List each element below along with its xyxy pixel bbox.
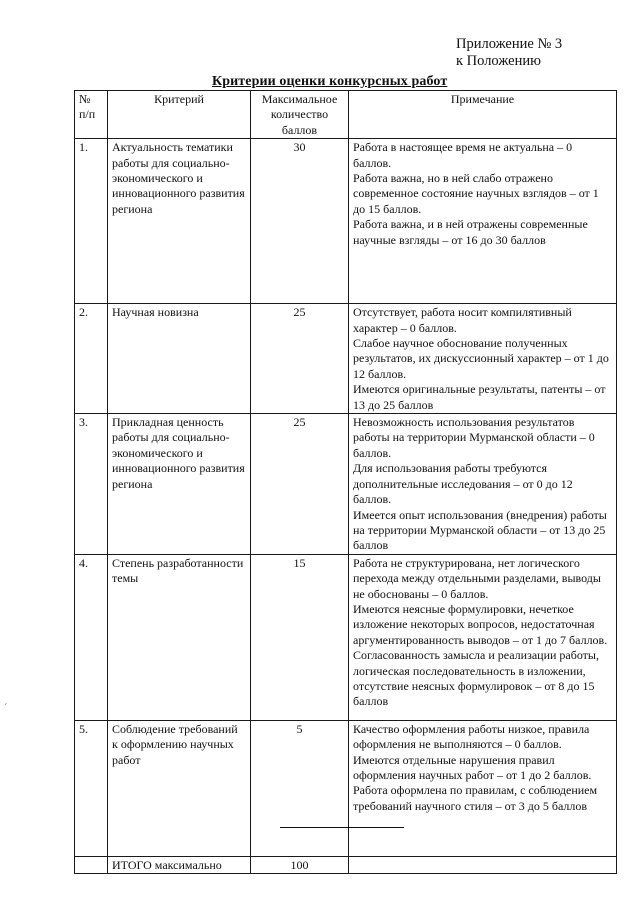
bottom-divider <box>280 827 404 828</box>
table-row <box>75 414 617 555</box>
row-number: 3. <box>75 414 108 555</box>
table-row <box>75 554 617 720</box>
total-value: 100 <box>251 856 349 873</box>
total-row <box>75 856 617 873</box>
total-label: ИТОГО максимально <box>108 856 251 873</box>
row-criterion: Научная новизна <box>108 304 251 414</box>
column-header-max-score: Максимальное количество баллов <box>251 91 349 139</box>
note-line: Качество оформления работы низкое, правила оформления не выполняются – 0 баллов. <box>353 721 590 752</box>
appendix-line-2: к Положению <box>456 53 541 69</box>
column-header-notes: Примечание <box>349 91 617 139</box>
total-notes-cell <box>349 856 617 873</box>
row-number: 1. <box>75 139 108 304</box>
table-row <box>75 139 617 304</box>
note-line: Имеются оригинальные результаты, патенты – от 13 до 25 баллов <box>353 382 606 412</box>
note-line: Имеется опыт использования (внедрения) работы на территории Мурманской области – от 13 до 25 баллов <box>353 507 607 553</box>
row-max-score: 30 <box>251 139 349 304</box>
column-header-criterion: Критерий <box>108 91 251 139</box>
note-line: Работа в настоящее время не актуальна – 0 баллов. <box>353 140 573 170</box>
row-notes <box>349 554 617 720</box>
note-line: Согласованность замысла и реализации работы, логическая последовательность в изложении, отсутствие неясных формулировок – от 8 до 15 баллов <box>353 648 599 709</box>
note-line: Работа важна, но в ней слабо отражено современное состояние научных взглядов – от 1 до 15 баллов. <box>353 171 599 216</box>
scan-mark: ´ <box>4 703 8 714</box>
row-notes <box>349 304 617 414</box>
row-number: 2. <box>75 304 108 414</box>
table-header-row <box>75 91 617 139</box>
note-line: Слабое научное обоснование полученных результатов, их дискуссионный характер – от 1 до 12 баллов. <box>353 336 609 381</box>
note-line: Имеются неясные формулировки, нечеткое изложение некоторых вопросов, недостаточная аргументированность выводов – от 1 до 7 баллов. <box>353 601 608 647</box>
criteria-table <box>74 90 617 874</box>
row-notes <box>349 720 617 856</box>
note-line: Отсутствует, работа носит компилятивный характер – 0 баллов. <box>353 305 572 335</box>
row-max-score: 15 <box>251 554 349 720</box>
row-notes <box>349 139 617 304</box>
row-max-score: 5 <box>251 720 349 856</box>
row-criterion: Актуальность тематики работы для социально-экономического и инновационного развития региона <box>108 139 251 304</box>
row-max-score: 25 <box>251 304 349 414</box>
note-line: Работа важна, и в ней отражены современные научные взгляды – от 16 до 30 баллов <box>353 217 588 247</box>
row-notes <box>349 414 617 555</box>
note-line: Работа не структурирована, нет логического перехода между отдельными разделами, выводы не обоснованы – 0 баллов. <box>353 555 601 601</box>
appendix-label <box>456 36 562 70</box>
row-criterion: Прикладная ценность работы для социально-экономического и инновационного развития региона <box>108 414 251 555</box>
note-line: Невозможность использования результатов работы на территории Мурманской области – 0 баллов. <box>353 415 595 460</box>
total-number-cell <box>75 856 108 873</box>
note-line: Для использования работы требуются дополнительные исследования – от 0 до 12 баллов. <box>353 461 573 507</box>
row-number: 4. <box>75 554 108 720</box>
note-line: Работа оформлена по правилам, с соблюдением требований научного стиля – от 3 до 5 баллов <box>353 783 598 813</box>
document-title: Критерии оценки конкурсных работ <box>212 74 448 89</box>
table-row <box>75 304 617 414</box>
table-row <box>75 720 617 856</box>
appendix-line-1: Приложение № 3 <box>456 36 563 52</box>
row-number: 5. <box>75 720 108 856</box>
row-max-score: 25 <box>251 414 349 555</box>
row-criterion: Степень разработанности темы <box>108 554 251 720</box>
note-line: Имеются отдельные нарушения правил оформления научных работ – от 1 до 2 баллов. <box>353 752 592 782</box>
row-criterion: Соблюдение требований к оформлению научных работ <box>108 720 251 856</box>
column-header-number: № п/п <box>75 91 108 139</box>
